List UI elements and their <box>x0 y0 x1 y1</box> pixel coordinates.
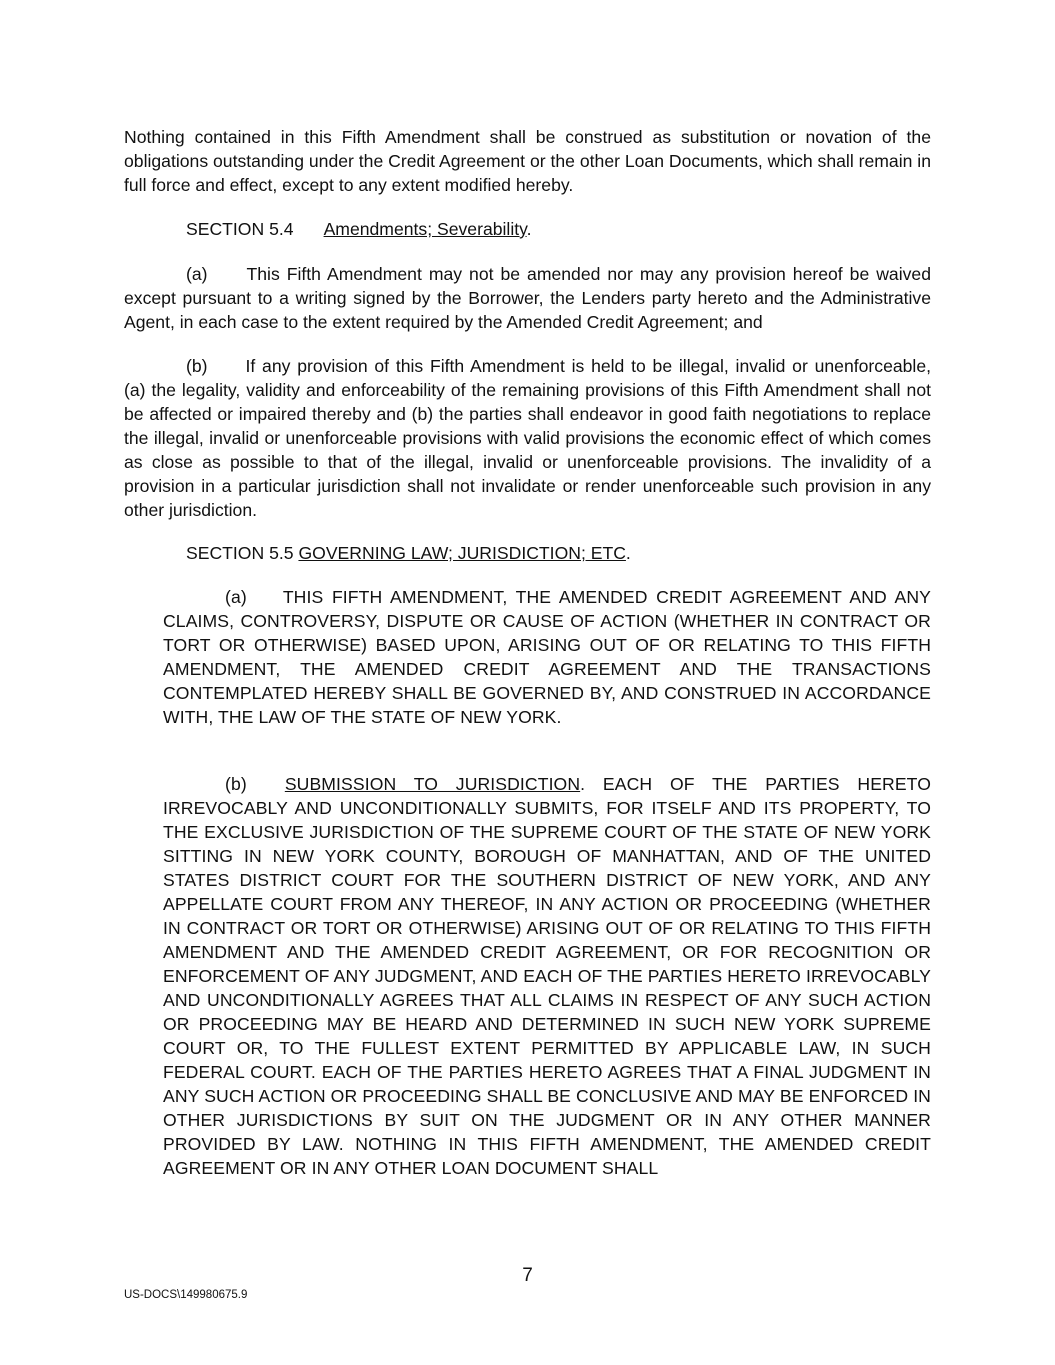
page-number: 7 <box>522 1265 533 1286</box>
section-5-5-b-title-punct: . <box>580 774 586 794</box>
section-5-5-a-paragraph <box>163 585 931 729</box>
section-5-5-a-text: THIS FIFTH AMENDMENT, THE AMENDED CREDIT AGREEMENT AND ANY CLAIMS, CONTROVERSY, DISPUTE OR CAUSE OF ACTION (WHETHER IN CONTRACT OR TORT OR OTHERWISE) BASED UPON, ARISING OUT OF OR RELATING TO THIS FIFTH AMENDMENT, THE AMENDED CREDIT AGREEMENT AND THE TRANSACTIONS CONTEMPLATED HEREBY SHALL BE GOVERNED BY, AND CONSTRUED IN ACCORDANCE WITH, THE LAW OF THE STATE OF NEW YORK. <box>163 587 931 727</box>
section-5-5-title-punct: . <box>625 543 631 563</box>
section-5-5-number: SECTION 5.5 <box>186 543 294 563</box>
section-5-4-b-paragraph <box>124 354 931 522</box>
section-5-5-heading <box>186 541 631 565</box>
section-5-4-heading <box>186 217 532 241</box>
document-id: US-DOCS\149980675.9 <box>124 1289 248 1301</box>
section-5-5-title: GOVERNING LAW; JURISDICTION; ETC <box>298 543 626 563</box>
section-5-4-b-label: (b) <box>186 356 208 376</box>
section-5-5-b-paragraph <box>163 772 931 1180</box>
section-5-5-b-title: SUBMISSION TO JURISDICTION <box>284 774 581 794</box>
section-5-4-a-label: (a) <box>186 264 208 284</box>
section-5-4-a-text: This Fifth Amendment may not be amended nor may any provision hereof be waived except pursuant to a writing signed by the Borrower, the Lenders party hereto and the Administrative Agent, in each case to the extent required by the Amended Credit Agreement; and <box>124 264 931 332</box>
intro-paragraph: Nothing contained in this Fifth Amendment shall be construed as substitution or novation of the obligations outstanding under the Credit Agreement or the other Loan Documents, which shall remain in full force and effect, except to any extent modified hereby. <box>124 127 931 195</box>
section-5-5-b-label: (b) <box>225 774 247 794</box>
section-5-4-title: Amendments; Severability <box>323 219 527 239</box>
section-5-5-a-label: (a) <box>225 587 247 607</box>
section-5-4-a-paragraph <box>124 262 931 334</box>
section-5-4-title-punct: . <box>526 219 532 239</box>
section-5-5-b-text: EACH OF THE PARTIES HERETO IRREVOCABLY AND UNCONDITIONALLY SUBMITS, FOR ITSELF AND ITS PROPERTY, TO THE EXCLUSIVE JURISDICTION OF THE SUPREME COURT OF THE STATE OF NEW YORK SITTING IN NEW YORK COUNTY, BOROUGH OF MANHATTAN, AND OF THE UNITED STATES DISTRICT COURT FOR THE SOUTHERN DISTRICT OF NEW YORK, AND ANY APPELLATE COURT FROM ANY THEREOF, IN ANY ACTION OR PROCEEDING (WHETHER IN CONTRACT OR TORT OR OTHERWISE) ARISING OUT OF OR RELATING TO THIS FIFTH AMENDMENT AND THE AMENDED CREDIT AGREEMENT, OR FOR RECOGNITION OR ENFORCEMENT OF ANY JUDGMENT, AND EACH OF THE PARTIES HERETO IRREVOCABLY AND UNCONDITIONALLY AGREES THAT ALL CLAIMS IN RESPECT OF ANY SUCH ACTION OR PROCEEDING MAY BE HEARD AND DETERMINED IN SUCH NEW YORK SUPREME COURT OR, TO THE FULLEST EXTENT PERMITTED BY APPLICABLE LAW, IN SUCH FEDERAL COURT. EACH OF THE PARTIES HERETO AGREES THAT A FINAL JUDGMENT IN ANY SUCH ACTION OR PROCEEDING SHALL BE CONCLUSIVE AND MAY BE ENFORCED IN OTHER JURISDICTIONS BY SUIT ON THE JUDGMENT OR IN ANY OTHER MANNER PROVIDED BY LAW. NOTHING IN THIS FIFTH AMENDMENT, THE AMENDED CREDIT AGREEMENT OR IN ANY OTHER LOAN DOCUMENT SHALL <box>163 774 931 1178</box>
section-5-4-b-text: If any provision of this Fifth Amendment is held to be illegal, invalid or unenforceable, (a) the legality, validity and enforceability of the remaining provisions of this Fifth Amendment shall not be affected or impaired thereby and (b) the parties shall endeavor in good faith negotiations to replace the illegal, invalid or unenforceable provisions with valid provisions the economic effect of which comes as close as possible to that of the illegal, invalid or unenforceable provisions. The invalidity of a provision in a particular jurisdiction shall not invalidate or render unenforceable such provision in any other jurisdiction. <box>124 356 931 520</box>
section-5-4-number: SECTION 5.4 <box>186 219 294 239</box>
